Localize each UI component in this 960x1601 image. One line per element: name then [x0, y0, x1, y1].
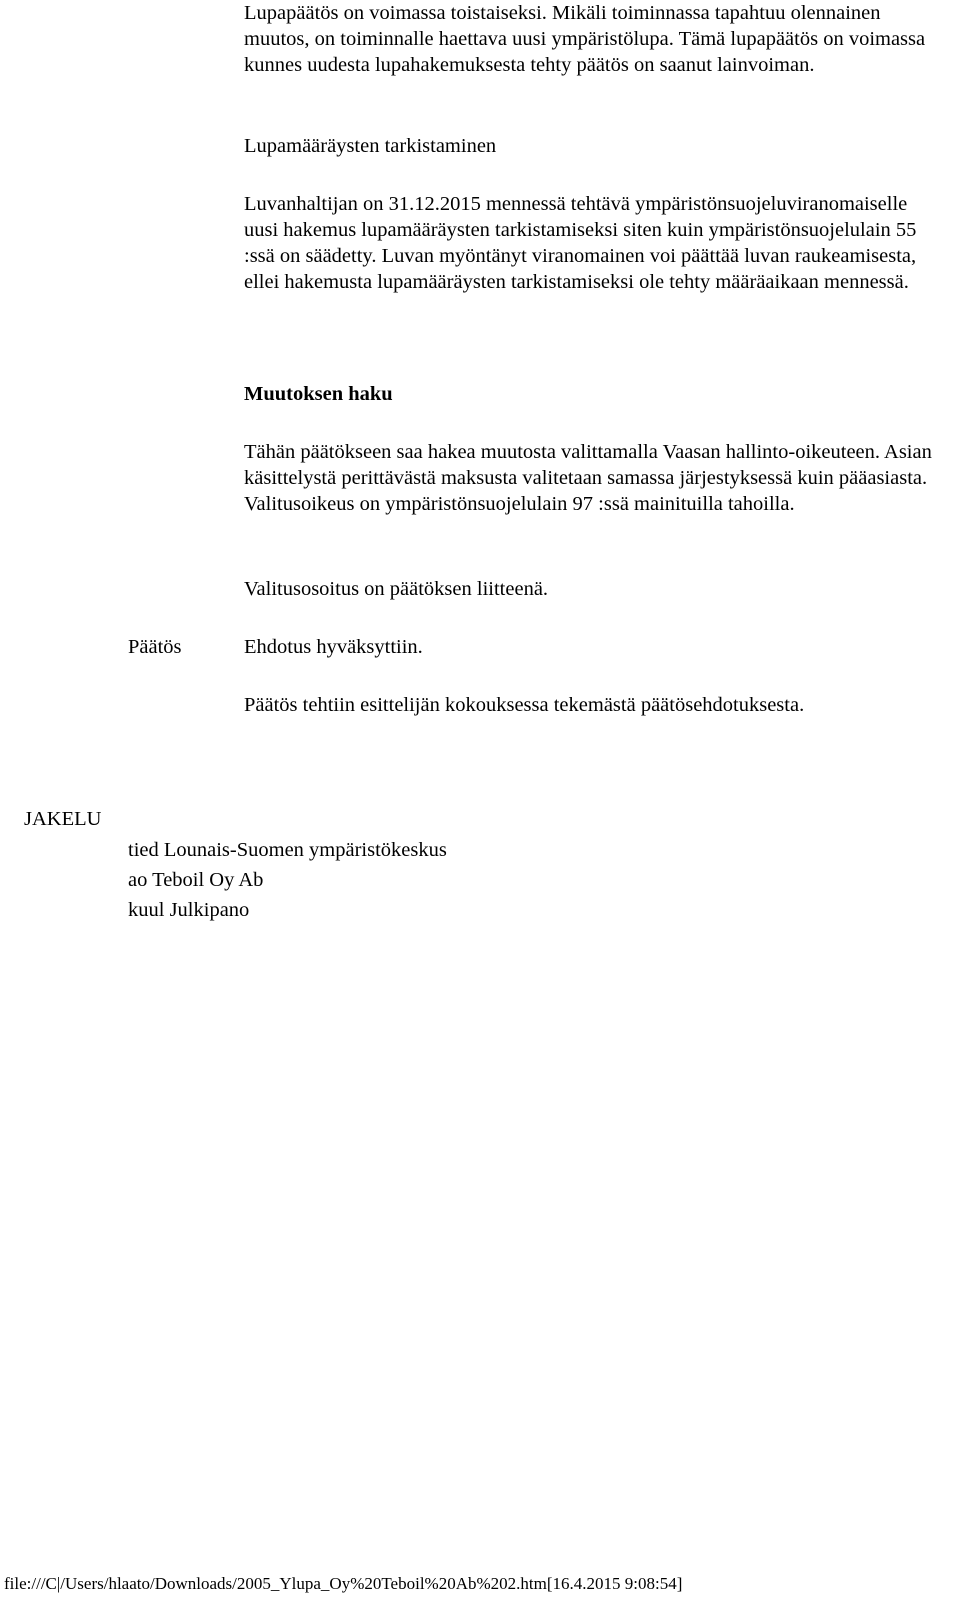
appeal-paragraph: Tähän päätökseen saa hakea muutosta valittamalla Vaasan hallinto-oikeuteen. Asian käsittelystä perittävästä maksusta valitetaan samassa järjestyksessä kuin pääasiasta. Valitusoikeus on ympäristönsuojelulain 97 :ssä mainituilla tahoilla.: [244, 441, 932, 515]
decision-text-block: [244, 634, 944, 660]
distribution-item: ao Teboil Oy Ab: [128, 869, 264, 891]
appeal-section: [244, 439, 944, 517]
review-heading: Lupamääräysten tarkistaminen: [244, 135, 497, 157]
validity-paragraph: Lupapäätös on voimassa toistaiseksi. Mikäli toiminnassa tapahtuu olennainen muutos, on toiminnalle haettava uusi ympäristölupa. Tämä lupapäätös on voimassa kunnes uudesta lupahakemuksesta tehty päätös on saanut lainvoiman.: [244, 2, 926, 76]
decision-label: Päätös: [128, 636, 182, 658]
review-section: [244, 191, 944, 295]
appeal-heading-block: [244, 381, 944, 407]
distribution-item: tied Lounais-Suomen ympäristökeskus: [128, 839, 447, 861]
review-paragraph: Luvanhaltijan on 31.12.2015 mennessä tehtävä ympäristönsuojeluviranomaiselle uusi hakemus lupamääräysten tarkistamiseksi siten kuin ympäristönsuojelulain 55 :ssä on säädetty. Luvan myöntänyt viranomainen voi päättää luvan raukeamisesta, ellei hakemusta lupamääräysten tarkistamiseksi ole tehty määräaikaan mennessä.: [244, 193, 917, 293]
appeal-heading: Muutoksen haku: [244, 383, 393, 405]
distribution-list: [128, 835, 447, 925]
distribution-label: JAKELU: [24, 808, 102, 830]
footer-file-path: file:///C|/Users/hlaato/Downloads/2005_Ylupa_Oy%20Teboil%20Ab%202.htm[16.4.2015 9:08:54]: [4, 1574, 683, 1593]
appeal-attachment-block: [244, 576, 944, 602]
decision-note: Päätös tehtiin esittelijän kokouksessa tekemästä päätösehdotuksesta.: [244, 694, 805, 716]
validity-section: [244, 0, 944, 78]
decision-note-block: [244, 692, 944, 718]
decision-text: Ehdotus hyväksyttiin.: [244, 636, 423, 658]
review-heading-block: [244, 133, 944, 159]
appeal-attachment: Valitusosoitus on päätöksen liitteenä.: [244, 578, 549, 600]
distribution-item: kuul Julkipano: [128, 899, 250, 921]
